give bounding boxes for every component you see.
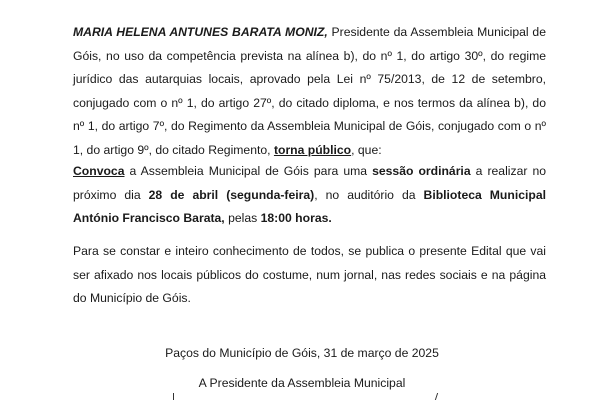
convocation-text-b: a realizar no próximo dia bbox=[73, 164, 547, 202]
opening-paragraph bbox=[73, 21, 546, 163]
author-name: MARIA HELENA ANTUNES BARATA MONIZ, bbox=[73, 25, 328, 39]
convocation-paragraph bbox=[73, 160, 546, 231]
convocation-text-c: , no auditório da bbox=[314, 187, 424, 202]
opening-body-text: Presidente da Assembleia Municipal de Góis, no uso da competência prevista na alínea b), do nº 1, do artigo 30º, do regime jurídico das autarquias locais, aprovado pela Lei nº 75/2013, de 12 de setembro, conjugado com o nº 1, do artigo 27º, do citado diploma, e nos termos da alínea b), do nº 1, do artigo 7º, do Regimento da Assembleia Municipal de Góis, conjugado com o nº 1, do artigo 9º, do citado Regimento, bbox=[73, 25, 546, 157]
torna-publico-label: torna público bbox=[273, 142, 352, 157]
session-date: 28 de abril (segunda-feira) bbox=[148, 187, 315, 202]
signature-stroke-right bbox=[435, 393, 444, 400]
opening-ending: , que: bbox=[351, 142, 382, 157]
session-type: sessão ordinária bbox=[372, 164, 471, 178]
session-venue: Biblioteca Municipal António Francisco Barata, bbox=[73, 187, 546, 226]
convocation-text-d: pelas bbox=[224, 211, 261, 226]
publication-text: Para se constar e inteiro conhecimento de todos, se publica o presente Edital que vai ser afixado nos locais públicos do costume, num jornal, nas redes sociais e na página do Município de Góis. bbox=[73, 244, 546, 306]
signature-stroke-left bbox=[173, 393, 180, 400]
place-and-date: Paços do Município de Góis, 31 de março de 2025 bbox=[165, 346, 439, 360]
publication-paragraph bbox=[73, 240, 546, 311]
convoca-label: Convoca bbox=[73, 164, 125, 178]
signature-title: A Presidente da Assembleia Municipal bbox=[198, 376, 406, 390]
session-time: 18:00 horas. bbox=[260, 211, 332, 226]
convocation-text-a: a Assembleia Municipal de Góis para uma bbox=[124, 164, 373, 178]
